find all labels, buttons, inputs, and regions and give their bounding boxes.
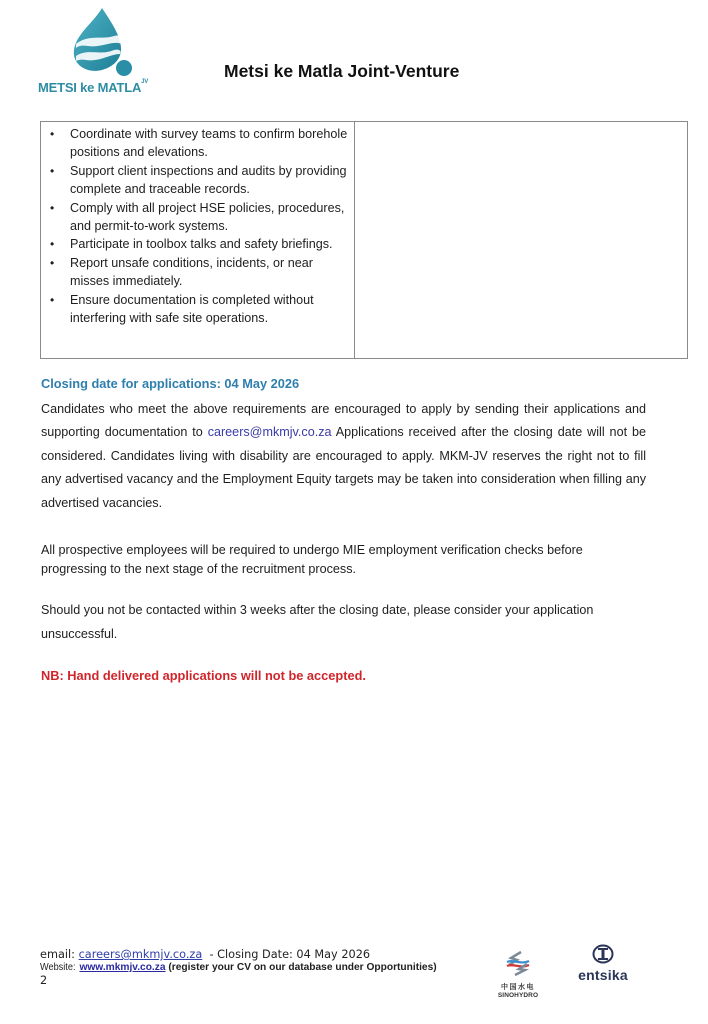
list-item-text: Participate in toolbox talks and safety briefings. — [70, 237, 333, 252]
careers-email-link[interactable]: careers@mkmjv.co.za — [207, 425, 332, 440]
list-item — [41, 254, 354, 291]
bullet-icon: • — [50, 200, 55, 215]
footer-website-label: Website: — [40, 962, 76, 973]
footer-website-link[interactable]: www.mkmjv.co.za — [79, 962, 166, 973]
entsika-name: entsika — [578, 967, 628, 983]
mie-verification-notice: All prospective employees will be required to undergo MIE employment verification checks before progressing to the next stage of the recruitment process. — [41, 543, 583, 576]
application-instructions — [41, 398, 646, 515]
document-title: Metsi ke Matla Joint-Venture — [224, 61, 460, 81]
footer-website-line — [40, 962, 437, 973]
bullet-icon: • — [50, 237, 55, 252]
footer-email-link[interactable]: careers@mkmjv.co.za — [78, 948, 203, 961]
requirements-list — [41, 125, 354, 327]
entsika-emblem-icon — [592, 944, 614, 964]
list-item-text: Report unsafe conditions, incidents, or near misses immediately. — [70, 255, 313, 289]
footer-closing-date: - Closing Date: 04 May 2026 — [202, 948, 371, 961]
entsika-logo — [568, 944, 638, 983]
bullet-icon: • — [50, 163, 55, 178]
list-item-text: Support client inspections and audits by providing complete and traceable records. — [70, 163, 347, 197]
footer-email-label: email: — [40, 948, 79, 961]
list-item-text: Coordinate with survey teams to confirm borehole positions and elevations. — [70, 127, 348, 160]
footer-website-note: (register your CV on our database under Opportunities) — [165, 962, 437, 973]
list-item — [41, 125, 354, 162]
list-item-text: Ensure documentation is completed without interfering with safe site operations. — [70, 292, 314, 326]
bullet-icon: • — [50, 127, 55, 141]
closing-date-heading: Closing date for applications: 04 May 2026 — [41, 376, 300, 391]
nb-notice: NB: Hand delivered applications will not be accepted. — [41, 668, 366, 683]
page-footer — [40, 948, 437, 987]
apply-text-before: Candidates who meet the above requirements are encouraged to apply by sending their applications and supporting documentation to — [41, 402, 646, 440]
requirements-table — [40, 121, 688, 359]
logo-wordmark-text: METSI ke MATLA — [38, 80, 142, 95]
requirements-cell — [41, 122, 355, 358]
logo-superscript: JV — [141, 79, 149, 85]
sinohydro-emblem-icon — [503, 950, 533, 976]
sinohydro-chinese-name: 中国水电 — [501, 984, 535, 991]
empty-table-cell — [355, 122, 687, 358]
sinohydro-logo — [492, 950, 544, 999]
apply-text-after: Applications received after the closing date will not be considered. Candidates living with disability are encouraged to apply. MKM-JV reserves the right not to fill any advertised vacancy and the Employment Equity targets may be taken into consideration when filling any advertised vacancies. — [41, 425, 646, 510]
footer-email-line — [40, 948, 437, 961]
list-item — [41, 291, 354, 328]
list-item — [41, 199, 354, 236]
list-item — [41, 162, 354, 199]
sinohydro-name: SINOHYDRO — [497, 992, 539, 999]
logo-wordmark — [38, 80, 148, 95]
water-drop-logo-icon — [68, 6, 140, 78]
list-item-text: Comply with all project HSE policies, procedures, and permit-to-work systems. — [70, 200, 345, 234]
bullet-icon: • — [50, 292, 55, 307]
page-number: 2 — [40, 974, 48, 987]
company-logo — [34, 6, 174, 96]
list-item — [41, 235, 354, 253]
contact-notice: Should you not be contacted within 3 weeks after the closing date, please consider your application unsuccessful. — [41, 603, 594, 641]
bullet-icon: • — [50, 255, 55, 270]
